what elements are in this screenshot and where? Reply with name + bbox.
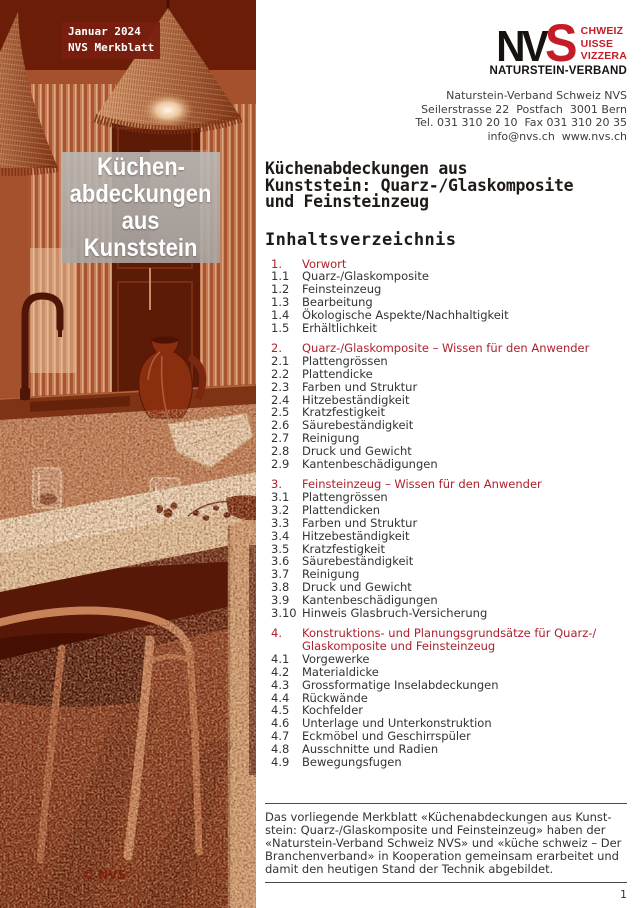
document-title-line: und Feinsteinzeug <box>265 192 429 211</box>
issue-badge-line: Januar 2024 <box>68 25 141 38</box>
toc-section-label: Vorwort <box>302 256 347 271</box>
toc-entry-number: 4.6 <box>271 716 290 731</box>
issue-badge <box>62 22 160 59</box>
document-title-line: Kunststein: Quarz-/Glaskomposite <box>265 175 574 195</box>
logo-language-word: UISSE <box>580 37 614 50</box>
toc-entry-label: Säurebeständigkeit <box>302 418 414 433</box>
nvs-logo <box>265 14 627 77</box>
toc-section-heading <box>265 627 627 653</box>
toc-entry-number: 3.2 <box>271 502 290 517</box>
toc-entry-number: 3.6 <box>271 554 290 569</box>
toc-entry-number: 3.9 <box>271 593 290 608</box>
toc-entry <box>265 653 627 666</box>
toc-entry-number: 4.2 <box>271 664 290 679</box>
toc-entry-number: 1.2 <box>271 282 290 297</box>
toc-entry-label: Hinweis Glasbruch-Versicherung <box>302 606 488 621</box>
footer-paragraph-line: damit den heutigen Stand der Technik abgebildet. <box>265 861 554 876</box>
toc-entry-label: Plattendicke <box>302 366 373 381</box>
toc-entry-label: Kantenbeschädigungen <box>302 457 438 472</box>
toc-entry <box>265 756 627 769</box>
footer-paragraph-line: Branchenverband» in Kooperation gemeinsam erarbeitet und <box>265 848 619 863</box>
toc-entry-label: Farben und Struktur <box>302 379 418 394</box>
toc-entry <box>265 491 627 504</box>
toc-entry-label: Ökologische Aspekte/Nachhaltigkeit <box>302 308 509 323</box>
toc-section <box>265 627 627 769</box>
toc-entry-number: 2.6 <box>271 418 290 433</box>
toc-entry-label: Grossformatige Inselabdeckungen <box>302 677 499 692</box>
cover-title-line: Küchen- <box>97 152 185 181</box>
toc-entry-label: Rückwände <box>302 690 368 705</box>
toc-section <box>265 478 627 620</box>
toc-entry-number: 2.8 <box>271 444 290 459</box>
toc-entry-label: Plattendicken <box>302 502 380 517</box>
toc-entry-label: Hitzebeständigkeit <box>302 528 410 543</box>
toc-entry-label: Säurebeständigkeit <box>302 554 414 569</box>
toc-entry <box>265 355 627 368</box>
toc-section <box>265 258 627 335</box>
toc-entry <box>265 679 627 692</box>
toc-entry <box>265 530 627 543</box>
toc-entry-number: 4.5 <box>271 703 290 718</box>
toc-entry-number: 2.9 <box>271 457 290 472</box>
toc-section-number: 3. <box>271 477 282 491</box>
document-title <box>265 161 627 211</box>
footer-paragraph <box>265 811 627 876</box>
toc-entry-label: Bewegungsfugen <box>302 755 402 770</box>
toc-entry-number: 3.1 <box>271 489 290 504</box>
address-line: Tel. 031 310 20 10 Fax 031 310 20 35 <box>415 116 627 129</box>
footer-paragraph-line: «Naturstein-Verband Schweiz NVS» und «küche schweiz – Der <box>265 835 622 850</box>
toc-entry-number: 2.4 <box>271 392 290 407</box>
toc-entry-number: 3.5 <box>271 541 290 556</box>
logo-language-word: VIZZERA <box>580 50 627 63</box>
toc-entry-number: 2.7 <box>271 431 290 446</box>
logo-subtitle: NATURSTEIN-VERBAND <box>489 65 627 77</box>
toc-entry-label: Reinigung <box>302 431 360 446</box>
address-line: Seilerstrasse 22 Postfach 3001 Bern <box>421 102 627 116</box>
toc-section-number: 2. <box>271 340 282 355</box>
cover-photo <box>0 0 256 908</box>
kitchen-photo-illustration <box>0 0 256 908</box>
toc-entry-number: 4.4 <box>271 690 290 705</box>
toc-entry-label: Kratzfestigkeit <box>302 405 386 420</box>
toc-entry-number: 1.3 <box>271 295 290 310</box>
toc-entry-label: Hitzebeständigkeit <box>302 392 410 407</box>
toc-entry-number: 3.10 <box>271 606 297 621</box>
photo-copyright-label: © NVS <box>82 868 127 882</box>
page-number: 1 <box>620 888 627 901</box>
toc-entry-label: Kochfelder <box>302 703 364 718</box>
toc-entry <box>265 322 627 335</box>
toc-section-number: 1. <box>271 256 282 271</box>
logo-language-word: CHWEIZ <box>580 25 624 38</box>
toc-entry-label: Druck und Gewicht <box>302 580 412 595</box>
toc-entry-number: 2.3 <box>271 379 290 394</box>
toc-entry-label: Plattengrössen <box>302 353 388 368</box>
toc-entry-label: Farben und Struktur <box>302 515 418 530</box>
toc-entry <box>265 458 627 471</box>
toc-entry-label: Quarz-/Glaskomposite <box>302 269 429 284</box>
toc-entry-number: 4.3 <box>271 677 290 692</box>
toc-entry-number: 4.1 <box>271 651 290 666</box>
cover-title-line: aus <box>122 206 160 235</box>
toc-entry <box>265 381 627 394</box>
toc-entry <box>265 607 627 620</box>
logo-letters-nv: NV <box>496 22 546 71</box>
toc-entry <box>265 504 627 517</box>
address-block <box>265 89 627 143</box>
toc-section-label: Feinsteinzeug – Wissen für den Anwender <box>302 477 542 491</box>
footer <box>265 803 627 901</box>
toc-entry-label: Materialdicke <box>302 664 379 679</box>
toc-entry-number: 3.8 <box>271 580 290 595</box>
footer-rule-bottom <box>265 882 627 883</box>
toc-entry-number: 1.5 <box>271 321 290 336</box>
toc-section-label: Quarz-/Glaskomposite – Wissen für den Anwender <box>302 340 590 355</box>
toc-entry <box>265 517 627 530</box>
toc-entry-number: 2.2 <box>271 366 290 381</box>
toc-entry-number: 4.9 <box>271 755 290 770</box>
toc-entry-label: Druck und Gewicht <box>302 444 412 459</box>
toc-section <box>265 342 627 471</box>
toc-entry-number: 2.5 <box>271 405 290 420</box>
cover-title-line: Kunststein <box>84 233 198 262</box>
toc-entry-number: 3.4 <box>271 528 290 543</box>
toc-entry-number: 4.8 <box>271 742 290 757</box>
footer-paragraph-line: Das vorliegende Merkblatt «Küchenabdeckungen aus Kunst- <box>265 809 612 824</box>
toc-entry-label: Bearbeitung <box>302 295 373 310</box>
cover-title-line: abdeckungen <box>70 179 212 208</box>
footer-paragraph-line: stein: Quarz-/Glaskomposite und Feinsteinzeug» haben der <box>265 822 606 837</box>
toc-entry-number: 2.1 <box>271 353 290 368</box>
toc-section-heading <box>265 478 627 491</box>
footer-rule-top <box>265 803 627 804</box>
toc-section-label: Konstruktions- und Planungsgrundsätze für Quarz-/ Glaskomposite und Feinsteinzeug <box>302 625 597 653</box>
toc-entry-number: 1.4 <box>271 308 290 323</box>
logo-language-words <box>581 25 627 63</box>
toc-entry-number: 3.3 <box>271 515 290 530</box>
toc-entry-label: Eckmöbel und Geschirrspüler <box>302 729 471 744</box>
toc-section-number: 4. <box>271 625 282 640</box>
toc-entry-label: Erhältlichkeit <box>302 321 377 336</box>
toc-entry-label: Feinsteinzeug <box>302 282 382 297</box>
logo-letter-s: S <box>545 14 577 73</box>
toc-section-heading <box>265 342 627 355</box>
content-column <box>256 0 641 908</box>
toc-entry-label: Reinigung <box>302 567 360 582</box>
document-title-line: Küchenabdeckungen aus <box>265 159 468 178</box>
toc-entry-label: Plattengrössen <box>302 489 388 504</box>
toc-entry <box>265 666 627 679</box>
table-of-contents <box>265 258 627 769</box>
toc-entry-label: Kratzfestigkeit <box>302 541 386 556</box>
address-line: info@nvs.ch www.nvs.ch <box>487 129 627 143</box>
toc-entry-label: Unterlage und Unterkonstruktion <box>302 716 492 731</box>
cover-title <box>62 152 220 263</box>
toc-entry-number: 4.7 <box>271 729 290 744</box>
toc-entry-label: Ausschnitte und Radien <box>302 742 439 757</box>
toc-heading: Inhaltsverzeichnis <box>265 229 457 250</box>
issue-badge-line: NVS Merkblatt <box>68 41 155 54</box>
toc-entry-label: Vorgewerke <box>302 651 370 666</box>
toc-entry-number: 1.1 <box>271 269 290 284</box>
toc-entry-number: 3.7 <box>271 567 290 582</box>
address-line: Naturstein-Verband Schweiz NVS <box>446 89 627 102</box>
toc-entry <box>265 368 627 381</box>
toc-entry-label: Kantenbeschädigungen <box>302 593 438 608</box>
